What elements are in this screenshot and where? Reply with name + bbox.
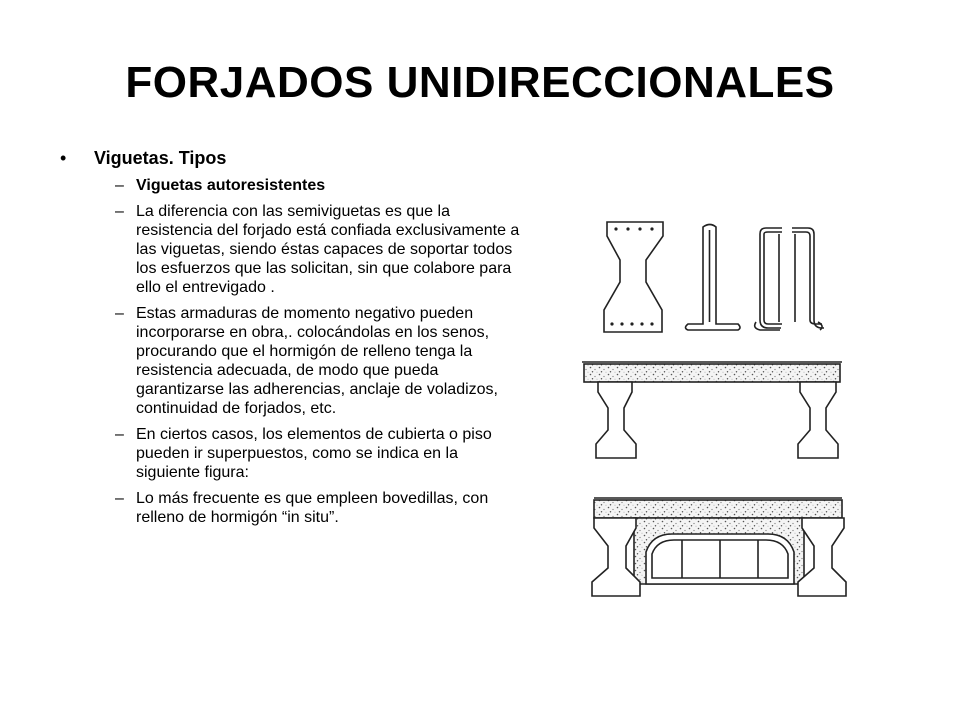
joist-sections-panel <box>604 222 824 332</box>
subitem <box>60 425 520 482</box>
concrete-topping <box>594 500 842 518</box>
bullet-text: Viguetas. Tipos <box>94 148 227 168</box>
joist-right <box>798 382 838 458</box>
slab-with-block-panel <box>592 498 846 596</box>
dash-marker: – <box>115 177 124 194</box>
bullet-item <box>60 148 520 169</box>
slide-content <box>60 148 520 527</box>
joist-left <box>592 518 640 596</box>
slab-on-joists-panel <box>582 362 842 458</box>
subitem-text: La diferencia con las semiviguetas es que la resistencia del forjado está confiada exclusivamente a las viguetas, siendo éstas capaces de soportar todos los esfuerzos que las solicitan, sin que colabore para ello el entrevigado . <box>136 203 520 296</box>
subitem-text: Viguetas autoresistentes <box>136 177 326 194</box>
steel-profile-double <box>760 228 824 328</box>
concrete-slab <box>584 364 840 382</box>
bullet-marker: • <box>60 148 67 168</box>
subitem <box>60 202 520 297</box>
joist-left <box>596 382 636 458</box>
joist-right <box>798 518 846 596</box>
subitem <box>60 176 520 195</box>
slide-title: FORJADOS UNIDIRECCIONALES <box>125 58 835 107</box>
dash-marker: – <box>115 490 124 507</box>
subitem <box>60 489 520 527</box>
joist-illustration <box>580 212 850 620</box>
dash-marker: – <box>115 203 124 220</box>
subitem <box>60 304 520 418</box>
dash-marker: – <box>115 426 124 443</box>
dash-marker: – <box>115 305 124 322</box>
subitem-text: En ciertos casos, los elementos de cubierta o piso pueden ir superpuestos, como se indica en la siguiente figura: <box>136 426 492 481</box>
i-joist-section <box>604 222 663 332</box>
subitem-text: Estas armaduras de momento negativo pueden incorporarse en obra,. colocándolas en los senos, procurando que el hormigón de relleno tenga la resistencia adecuada, de modo que pueda garantizarse las adherencias, anclaje de voladizos, continuidad de forjados, etc. <box>136 305 498 417</box>
subitem-text: Lo más frecuente es que empleen bovedillas, con relleno de hormigón “in situ”. <box>136 490 489 526</box>
steel-profile-single <box>686 225 741 331</box>
